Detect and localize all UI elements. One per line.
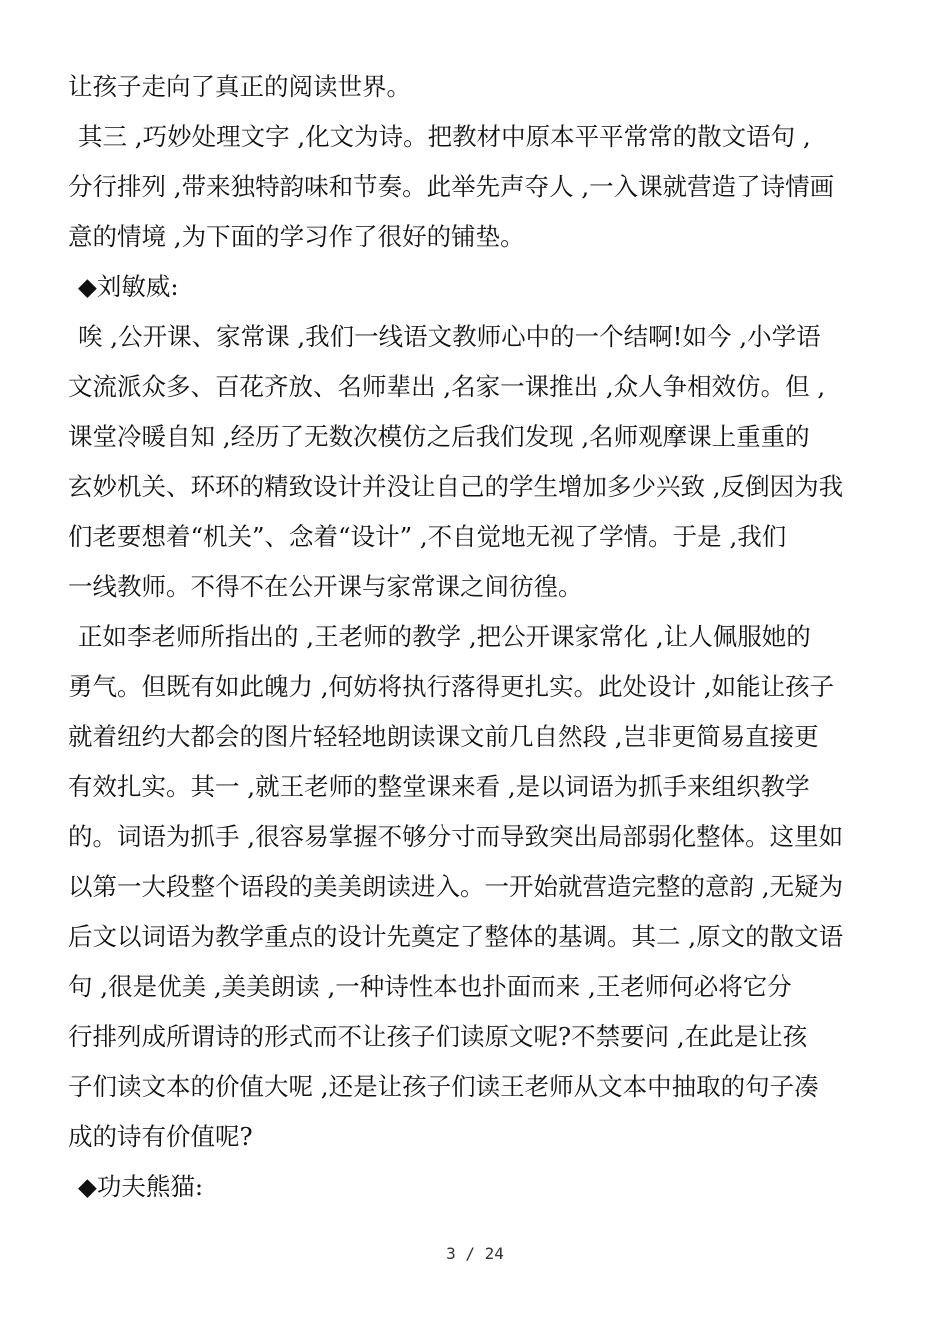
text-line: 分行排列 ,带来独特韵味和节奏。此举先声夺人 ,一入课就营造了诗情画: [68, 172, 835, 201]
text-line: 们老要想着“机关”、念着“设计” ,不自觉地无视了学情。于是 ,我们: [68, 522, 787, 551]
text-line: 文流派众多、百花齐放、名师辈出 ,名家一课推出 ,众人争相效仿。但 ,: [68, 372, 826, 401]
text-line: 成的诗有价值呢?: [68, 1122, 253, 1151]
page-number: 3 / 24: [446, 1244, 504, 1263]
text-line: 课堂冷暖自知 ,经历了无数次模仿之后我们发现 ,名师观摩课上重重的: [68, 422, 810, 451]
speaker-heading: ◆刘敏威:: [78, 272, 179, 301]
text-line: 的。词语为抓手 ,很容易掌握不够分寸而导致突出局部弱化整体。这里如: [68, 822, 844, 851]
text-line: 句 ,很是优美 ,美美朗读 ,一种诗性本也扑面而来 ,王老师何必将它分: [68, 972, 792, 1001]
text-line: 后文以词语为教学重点的设计先奠定了整体的基调。其二 ,原文的散文语: [68, 922, 844, 951]
text-line: 正如李老师所指出的 ,王老师的教学 ,把公开课家常化 ,让人佩服她的: [78, 622, 811, 651]
text-line: 唉 ,公开课、家常课 ,我们一线语文教师心中的一个结啊!如今 ,小学语: [78, 322, 821, 351]
text-line: 一线教师。不得不在公开课与家常课之间彷徨。: [68, 572, 583, 601]
text-line: 玄妙机关、环环的精致设计并没让自己的学生增加多少兴致 ,反倒因为我: [68, 472, 844, 501]
text-line: 意的情境 ,为下面的学习作了很好的铺垫。: [68, 222, 525, 251]
speaker-heading: ◆功夫熊猫:: [78, 1172, 204, 1201]
text-line: 以第一大段整个语段的美美朗读进入。一开始就营造完整的意韵 ,无疑为: [68, 872, 844, 901]
text-line: 行排列成所谓诗的形式而不让孩子们读原文呢?不禁要问 ,在此是让孩: [68, 1022, 808, 1051]
text-line: 就着纽约大都会的图片轻轻地朗读课文前几自然段 ,岂非更简易直接更: [68, 722, 819, 751]
text-line: 其三 ,巧妙处理文字 ,化文为诗。把教材中原本平平常常的散文语句 ,: [78, 122, 811, 151]
text-line: 有效扎实。其一 ,就王老师的整堂课来看 ,是以词语为抓手来组织教学: [68, 772, 810, 801]
text-line: 勇气。但既有如此魄力 ,何妨将执行落得更扎实。此处设计 ,如能让孩子: [68, 672, 835, 701]
text-line: 让孩子走向了真正的阅读世界。: [68, 72, 411, 101]
text-line: 子们读文本的价值大呢 ,还是让孩子们读王老师从文本中抽取的句子凑: [68, 1072, 819, 1101]
